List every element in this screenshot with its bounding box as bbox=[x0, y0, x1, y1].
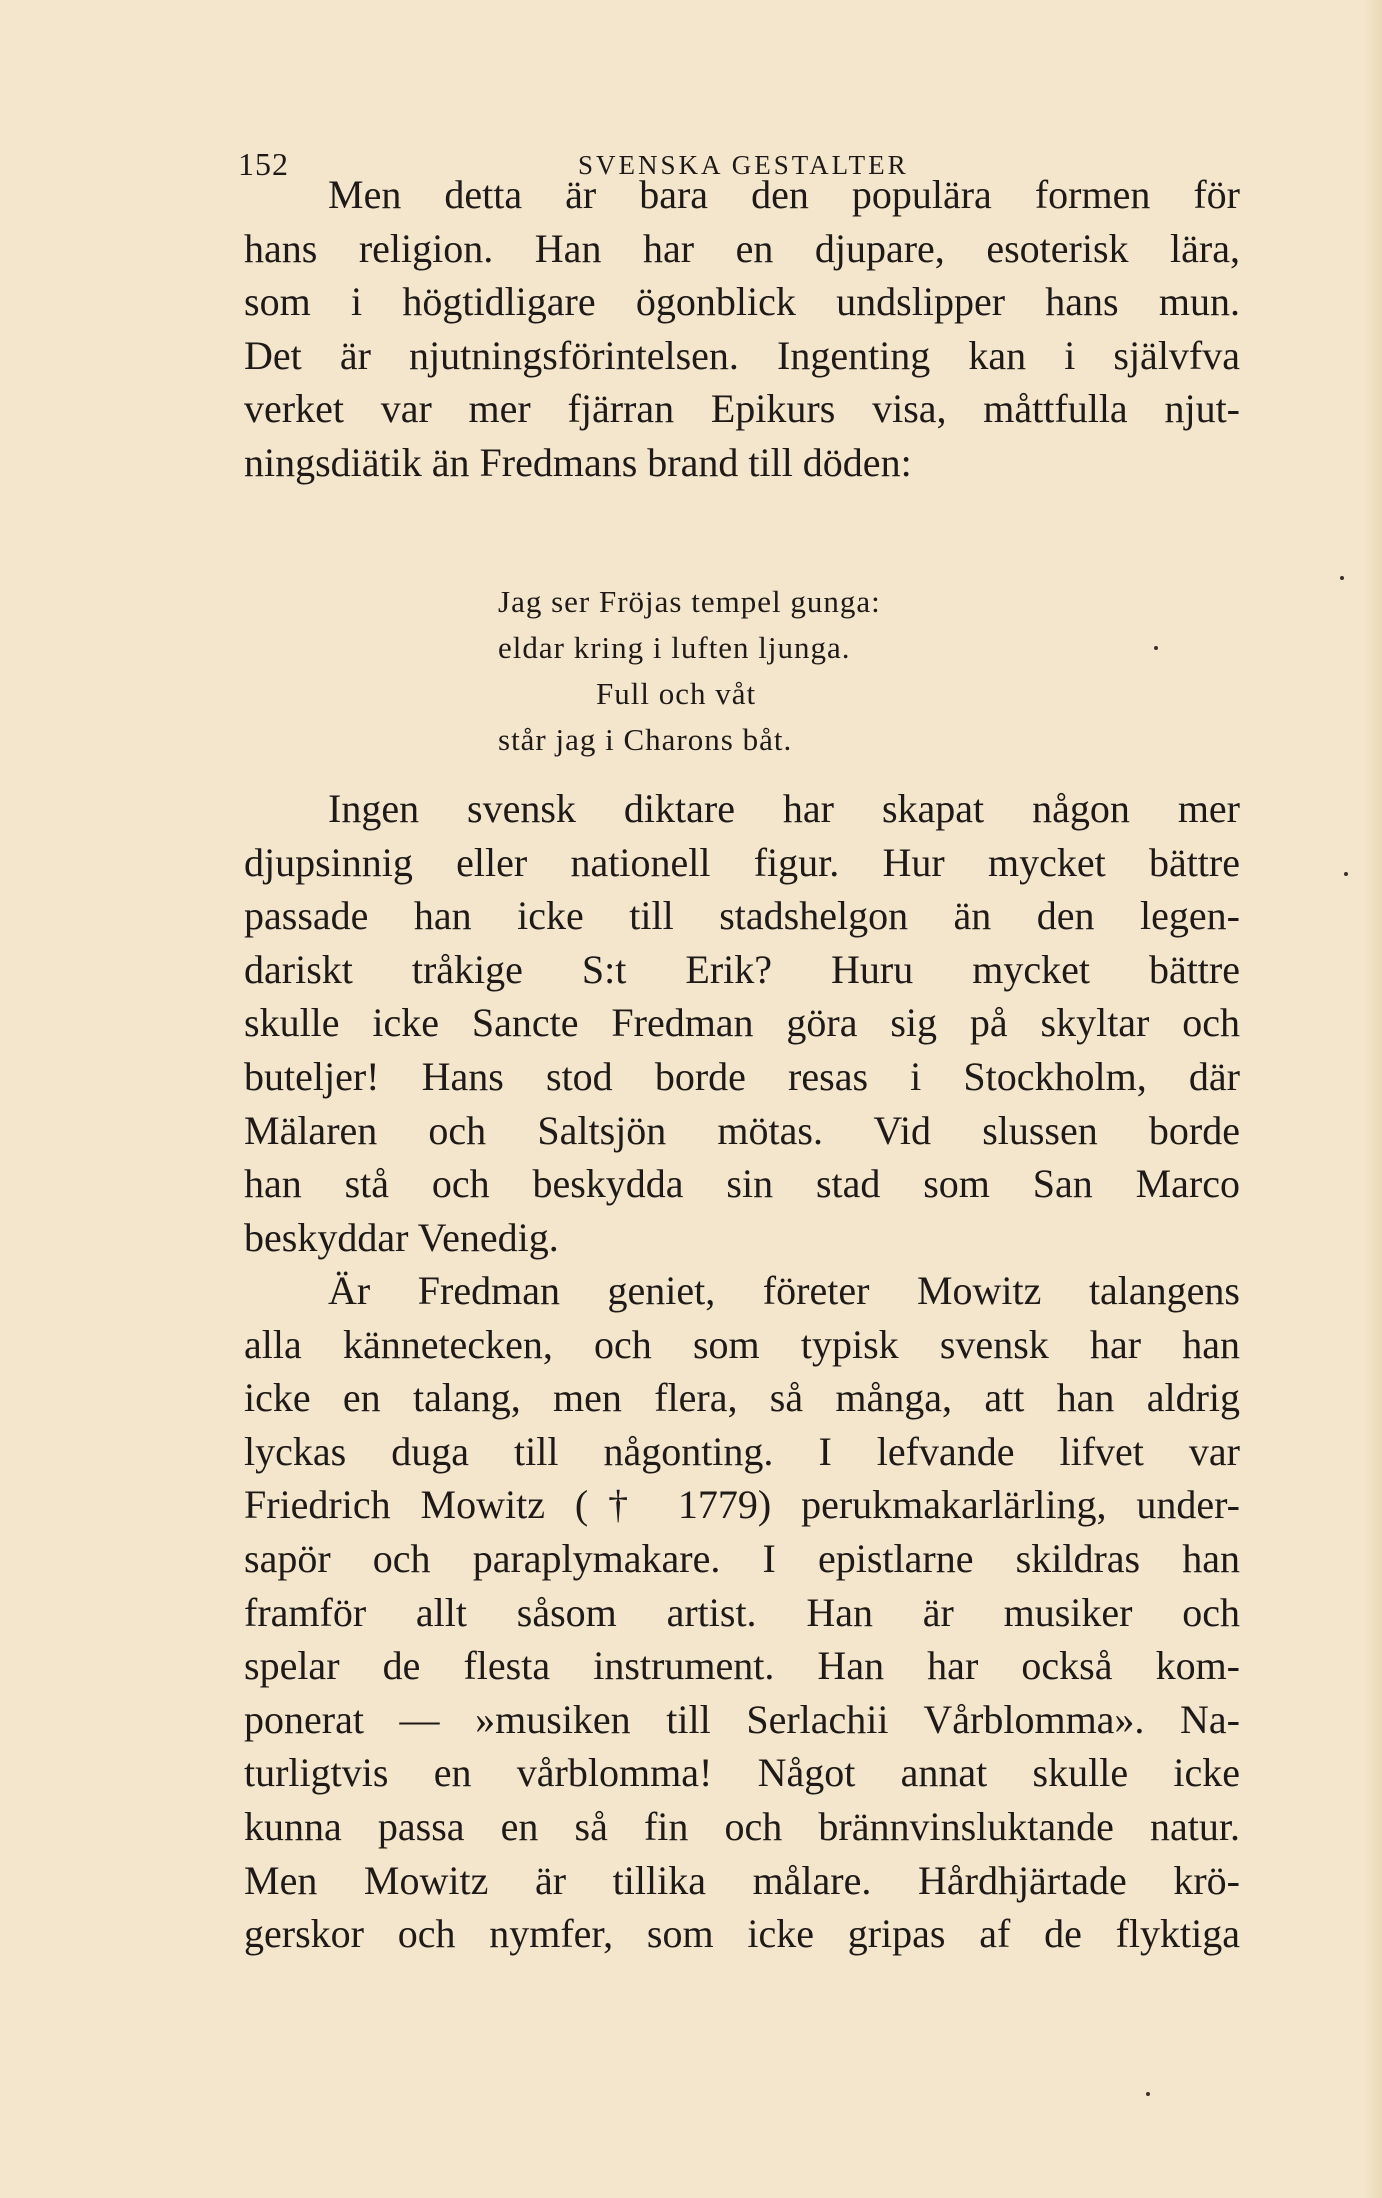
text-line: ponerat — »musiken till Serlachii Vårblomma». Na- bbox=[244, 1696, 1240, 1742]
print-speck bbox=[1146, 2092, 1150, 2096]
text-line: kunna passa en så fin och brännvinsluktande natur. bbox=[244, 1803, 1240, 1849]
text-line: Ingen svensk diktare har skapat någon mer bbox=[328, 786, 1240, 831]
text-line: Är Fredman geniet, företer Mowitz talangens bbox=[328, 1268, 1240, 1313]
print-speck bbox=[1154, 646, 1158, 650]
text-line: passade han icke till stadshelgon än den legen- bbox=[244, 893, 1240, 939]
text-line: hans religion. Han har en djupare, esoterisk lära, bbox=[244, 225, 1240, 271]
text-line: buteljer! Hans stod borde resas i Stockholm, där bbox=[244, 1053, 1240, 1099]
verse-line: Full och våt bbox=[596, 676, 757, 711]
page-number: 152 bbox=[238, 146, 289, 182]
text-line: turligtvis en vårblomma! Något annat skulle icke bbox=[244, 1750, 1240, 1796]
text-line: ningsdiätik än Fredmans brand till döden: bbox=[244, 439, 912, 485]
text-line: framför allt såsom artist. Han är musiker och bbox=[244, 1589, 1240, 1635]
text-line: skulle icke Sancte Fredman göra sig på skyltar och bbox=[244, 1000, 1240, 1046]
text-line: icke en talang, men flera, så många, att han aldrig bbox=[244, 1375, 1240, 1421]
text-line: Det är njutningsförintelsen. Ingenting kan i självfva bbox=[244, 332, 1240, 378]
text-line: lyckas duga till någonting. I lefvande lifvet var bbox=[244, 1428, 1240, 1474]
running-title: SVENSKA GESTALTER bbox=[578, 150, 909, 180]
text-line: djupsinnig eller nationell figur. Hur mycket bättre bbox=[244, 839, 1240, 885]
text-line: sapör och paraplymakare. I epistlarne skildras han bbox=[244, 1535, 1240, 1581]
paragraph-2 bbox=[244, 782, 1240, 1264]
text-line: alla kännetecken, och som typisk svensk har han bbox=[244, 1321, 1240, 1367]
verse-line: eldar kring i luften ljunga. bbox=[498, 630, 851, 665]
text-line: Friedrich Mowitz († 1779) perukmakarlärling, under- bbox=[244, 1482, 1240, 1528]
paragraph-3 bbox=[244, 1264, 1240, 1961]
paragraph-1 bbox=[244, 168, 1240, 490]
page-edge bbox=[1364, 0, 1382, 2198]
print-speck bbox=[1344, 872, 1348, 876]
text-line: Mälaren och Saltsjön mötas. Vid slussen borde bbox=[244, 1107, 1240, 1153]
text-line: verket var mer fjärran Epikurs visa, måttfulla njut- bbox=[244, 386, 1240, 432]
text-line: han stå och beskydda sin stad som San Marco bbox=[244, 1161, 1240, 1207]
print-speck bbox=[1340, 576, 1344, 580]
text-line: som i högtidligare ögonblick undslipper hans mun. bbox=[244, 279, 1240, 325]
verse-line: Jag ser Fröjas tempel gunga: bbox=[498, 584, 881, 619]
text-line: gerskor och nymfer, som icke gripas af de flyktiga bbox=[244, 1911, 1240, 1957]
text-line: beskyddar Venedig. bbox=[244, 1214, 559, 1260]
verse-line: står jag i Charons båt. bbox=[498, 722, 793, 757]
text-line: Men detta är bara den populära formen för bbox=[328, 172, 1240, 217]
text-line: spelar de flesta instrument. Han har också kom- bbox=[244, 1643, 1240, 1689]
text-line: dariskt tråkige S:t Erik? Huru mycket bättre bbox=[244, 946, 1240, 992]
text-line: Men Mowitz är tillika målare. Hårdhjärtade krö- bbox=[244, 1857, 1240, 1903]
